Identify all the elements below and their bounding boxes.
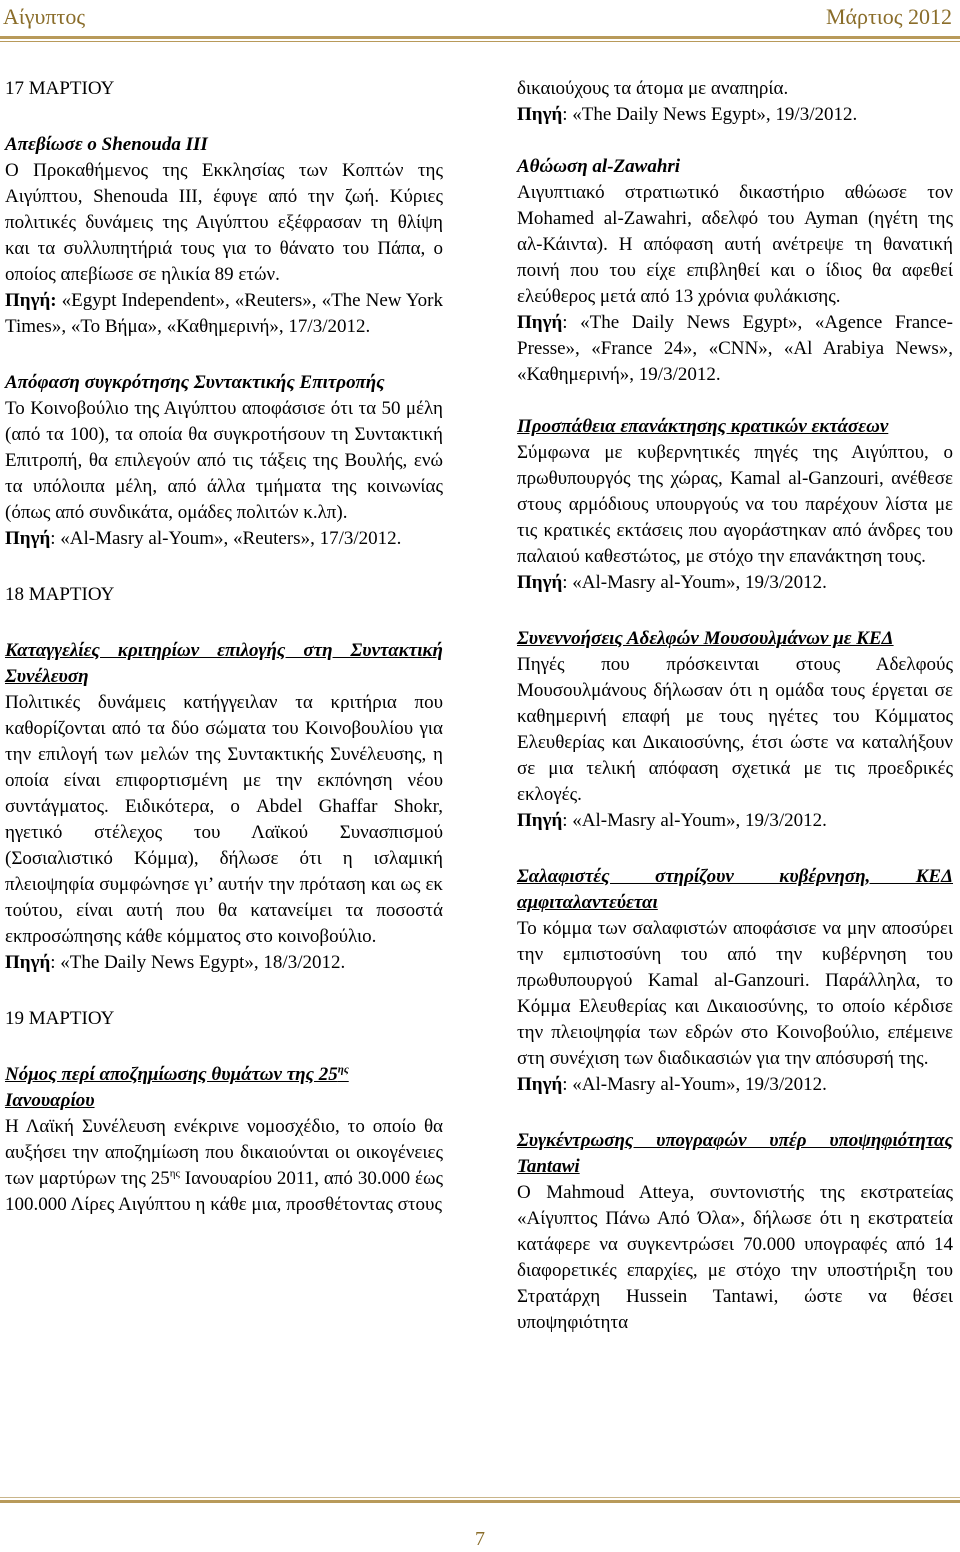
article-body-shenouda: Ο Προκαθήμενος της Εκκλησίας των Κοπτών της Αιγύπτου, Shenouda III, έφυγε από την ζωή. Κύριες πολιτικές δυνάμεις της Αιγύπτου εξέφρασαν τη θλίψη και τα συλλυπητήριά τους για το θάνατο του Πάπα, ο οποίος απεβίωσε σε ηλικία 89 ετών. — [5, 160, 443, 285]
footer-rule-thin — [0, 1497, 960, 1498]
article-body-salafists: Το κόμμα των σαλαφιστών αποφάσισε να μην αποσύρει την εμπιστοσύνη του από την κυβέρνηση του πρωθυπουργού Kamal al-Ganzouri. Παράλληλα, το Κόμμα Ελευθερίας και Δικαιοσύνης, το οποίο κέρδισε την πλειοψηφία των εδρών στο Κοινοβούλιο, επέμεινε στη συνέχιση των διαδικασιών για την απόσυρσή της. — [517, 918, 953, 1069]
article-title-shenouda: Απεβίωσε ο Shenouda III — [5, 134, 208, 155]
source-label: Πηγή — [517, 104, 563, 125]
source-label: Πηγή — [517, 572, 563, 593]
article-body-brotherhood: Πηγές που πρόσκεινται στους Αδελφούς Μουσουλμάνους δήλωσαν ότι η ομάδα τους έργεται σε καθημερινή επαφή με τους ηγέτες του Κόμματος Ελευθερίας και Δικαιοσύνης, έτσι ώστε να καταλήξουν σε μια τελική απόφαση σχετικά με τις προεδρικές εκλογές. — [517, 654, 953, 805]
article-body-tantawi: Ο Mahmoud Atteya, συντονιστής της εκστρατείας «Αίγυπτος Πάνω Από Όλα», δήλωσε ότι η εκστρατεία κατάφερε να συγκεντρώσει 70.000 υπογραφές από 14 διαφορετικές επαρχίες, με στόχο την υποστήριξη του Στρατάρχη Hussein Tantawi, ώστε να θέσει υποψηφιότητα — [517, 1182, 953, 1333]
article-source-state-lands — [517, 570, 953, 596]
article-source-shenouda — [5, 288, 443, 340]
title-ordinal: ης — [337, 1063, 349, 1076]
header-country: Αίγυπτος — [3, 4, 86, 29]
day-heading-18: 18 ΜΑΡΤΙΟΥ — [5, 584, 115, 605]
page-number: 7 — [475, 1528, 485, 1550]
body-ordinal: ης — [169, 1167, 180, 1180]
day-heading-19: 19 ΜΑΡΤΙΟΥ — [5, 1008, 115, 1029]
article-source-continued — [517, 102, 953, 128]
source-label: Πηγή — [517, 810, 563, 831]
header-date: Μάρτιος 2012 — [825, 4, 952, 29]
source-label: Πηγή — [517, 1074, 563, 1095]
title-part: Ιανουαρίου — [5, 1090, 95, 1111]
footer-rule — [0, 1500, 960, 1503]
article-source-brotherhood — [517, 808, 953, 834]
article-body-continued: δικαιούχους τα άτομα με αναπηρία. — [517, 78, 789, 99]
source-label: Πηγή — [5, 528, 51, 549]
title-part: Νόμος περί αποζημίωσης θυμάτων της 25 — [5, 1064, 338, 1085]
source-label: Πηγή — [517, 312, 563, 333]
article-body-criteria: Πολιτικές δυνάμεις κατήγγειλαν τα κριτήρια που καθορίζονται από τα δύο σώματα του Κοινοβουλίου για την επιλογή των μελών της Συντακτικής Συνέλευσης, η οποία είναι επιφορτισμένη με την εκπόνηση νέου συντάγματος. Ειδικότερα, ο Abdel Ghaffar Shokr, ηγετικό στέλεχος του Λαϊκού Συνασπισμού (Σοσιαλιστικό Κόμμα), δήλωσε ότι η ισλαμική πλειοψηφία συμφώνησε γι’ αυτήν την πρόταση και ως εκ τούτου, είναι αυτή που θα κατανείμει τα ποσοστά εκπροσώπησης κάθε κόμματος στο κοινοβούλιο. — [5, 692, 443, 947]
article-source-constituent-committee — [5, 526, 443, 552]
source-text: : «The Daily News Egypt», «Agence France-Presse», «France 24», «CNN», «Al Arabiya News», «Καθημερινή», 19/3/2012. — [517, 312, 953, 385]
article-source-zawahri — [517, 310, 953, 388]
source-label: Πηγή: — [5, 290, 57, 311]
article-title-zawahri: Αθώωση al-Zawahri — [517, 156, 681, 177]
article-body-state-lands: Σύμφωνα με κυβερνητικές πηγές της Αιγύπτου, ο πρωθυπουργός της χώρας, Kamal al-Ganzouri, ανέθεσε στους αρμόδιους υπουργούς να του παρέχουν λίστα με τις κρατικές εκτάσεις που αγοράστηκαν από άνδρες του παλαιού καθεστώτος, με στόχο την επανάκτηση τους. — [517, 442, 953, 567]
source-text: «Egypt Independent», «Reuters», «The New York Times», «Το Βήμα», «Καθημερινή», 17/3/2012. — [5, 290, 443, 337]
article-title-brotherhood: Συνεννοήσεις Αδελφών Μουσουλμάνων με ΚΕΔ — [517, 628, 894, 649]
source-text: : «The Daily News Egypt», 18/3/2012. — [50, 952, 346, 973]
article-title-constituent-committee: Απόφαση συγκρότησης Συντακτικής Επιτροπής — [5, 372, 385, 393]
header-rule — [0, 36, 960, 39]
source-text: : «The Daily News Egypt», 19/3/2012. — [562, 104, 858, 125]
article-body-zawahri: Αιγυπτιακό στρατιωτικό δικαστήριο αθώωσε τον Mohamed al-Zawahri, αδελφό του Ayman (ηγέτη της αλ-Κάιντα). Η απόφαση αυτή ανέτρεψε τη θανατική ποινή που του είχε επιβληθεί και ο ίδιος θα αφεθεί ελεύθερος μετά από 13 χρόνια φυλάκισης. — [517, 182, 953, 307]
article-title-state-lands: Προσπάθεια επανάκτησης κρατικών εκτάσεων — [517, 416, 889, 437]
article-title-tantawi: Συγκέντρωσης υπογραφών υπέρ υποψηφιότητας Tantawi — [517, 1130, 953, 1177]
article-title-criteria: Καταγγελίες κριτηρίων επιλογής στη Συντακτική Συνέλευση — [5, 640, 443, 687]
article-source-criteria — [5, 950, 443, 976]
source-text: : «Al-Masry al-Youm», 19/3/2012. — [562, 810, 827, 831]
body-part: Η Λαϊκή Συνέλευση ενέκρινε νομοσχέδιο, το οποίο θα αυξήσει την αποζημίωση που δικαιούνται οι οικογένειες των μαρτύρων της 25 — [5, 1116, 443, 1189]
right-column — [517, 76, 953, 1336]
body-part: Ιανουαρίου 2011, από 30.000 έως 100.000 Λίρες Αιγύπτου η κάθε μια, προσθέτοντας στους — [5, 1168, 443, 1215]
header-rule-thin — [0, 41, 960, 42]
source-label: Πηγή — [5, 952, 51, 973]
source-text: : «Al-Masry al-Youm», 19/3/2012. — [562, 1074, 827, 1095]
article-title-compensation — [5, 1062, 443, 1114]
page-header — [0, 0, 960, 38]
article-source-salafists — [517, 1072, 953, 1098]
left-column — [5, 76, 443, 1218]
source-text: : «Al-Masry al-Youm», 19/3/2012. — [562, 572, 827, 593]
source-text: : «Al-Masry al-Youm», «Reuters», 17/3/2012. — [50, 528, 402, 549]
article-title-salafists: Σαλαφιστές στηρίζουν κυβέρνηση, ΚΕΔ αμφιταλαντεύεται — [517, 866, 953, 913]
article-body-constituent-committee: Το Κοινοβούλιο της Αιγύπτου αποφάσισε ότι τα 50 μέλη (από τα 100), τα οποία θα συγκροτήσουν τη Συντακτική Επιτροπή, θα επιλεγούν από τις τάξεις της Βουλής, ενώ τα υπόλοιπα μέλη, από άλλα τμήματα της κοινωνίας (όπως από συνδικάτα, ομάδες πολιτών κ.λπ). — [5, 398, 443, 523]
day-heading-17: 17 ΜΑΡΤΙΟΥ — [5, 78, 115, 99]
article-body-compensation — [5, 1114, 443, 1218]
